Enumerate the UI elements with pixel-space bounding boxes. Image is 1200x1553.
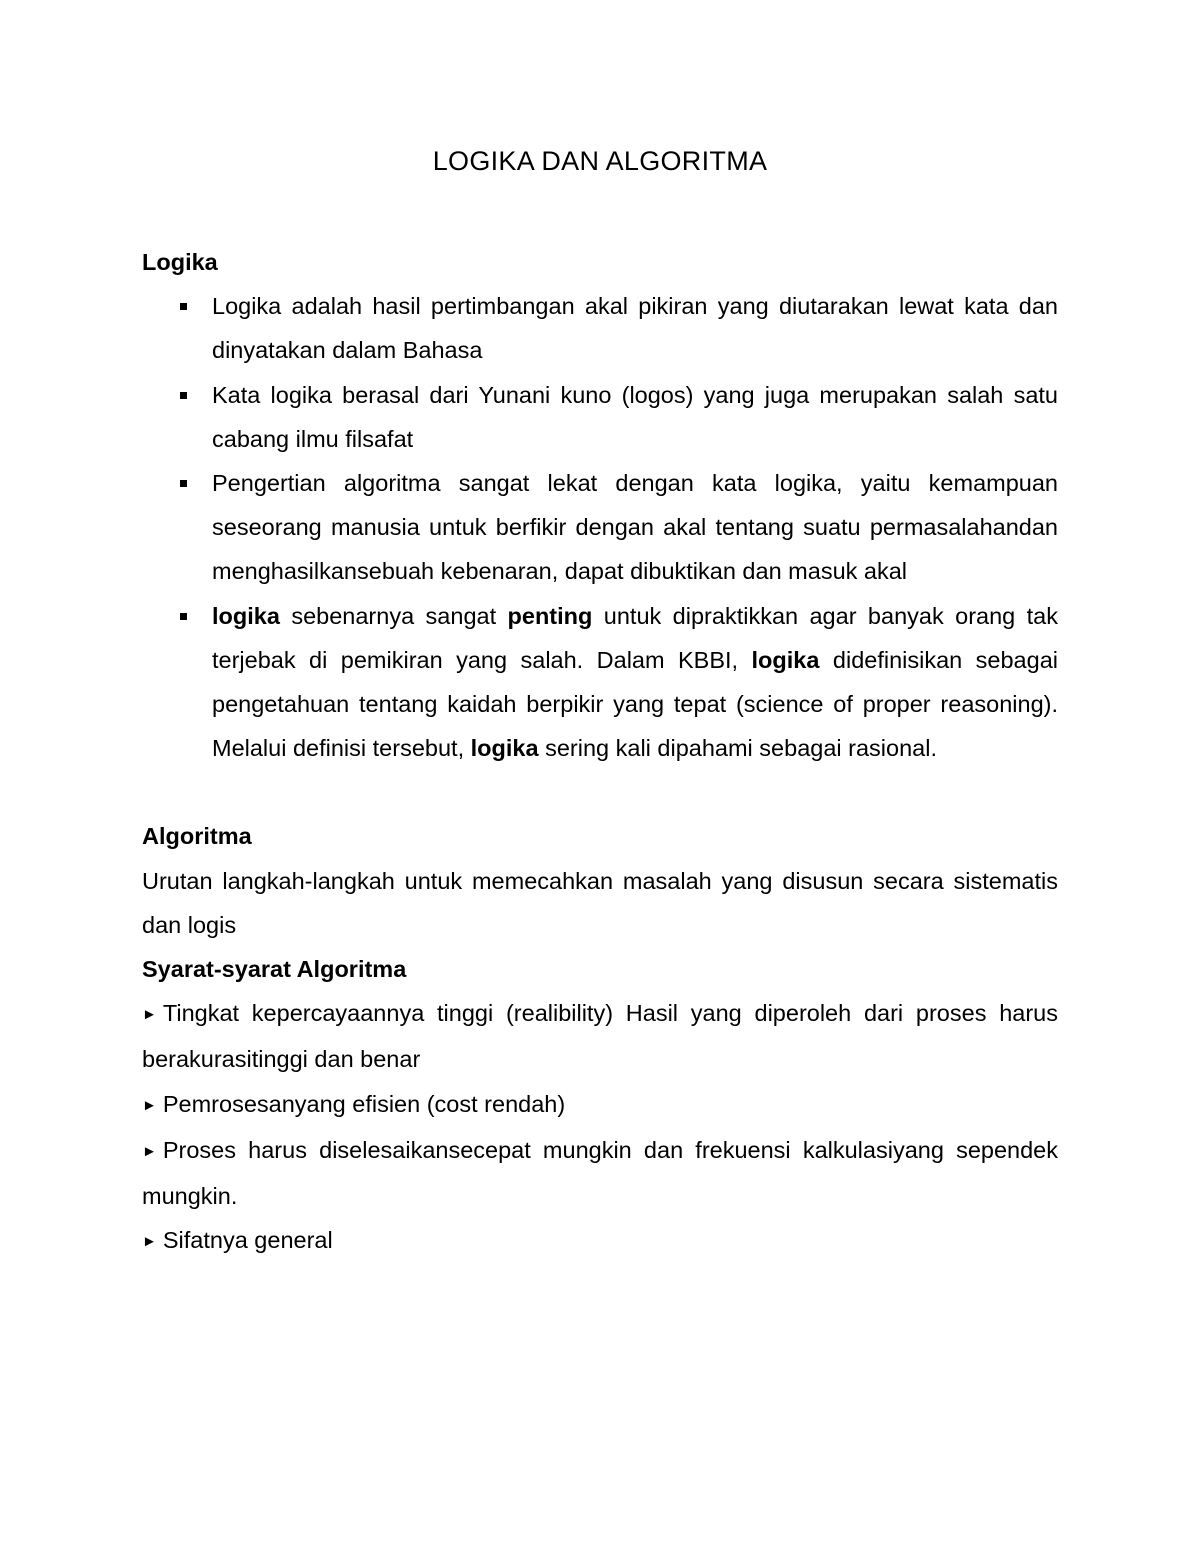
square-bullet-icon — [180, 613, 187, 620]
square-bullet-icon — [180, 303, 187, 310]
list-item-text: Kata logika berasal dari Yunani kuno (logos) yang juga merupakan salah satu cabang ilmu filsafat — [212, 381, 1058, 452]
bold-term: logika — [751, 646, 820, 673]
list-item-text: Logika adalah hasil pertimbangan akal pikiran yang diutarakan lewat kata dan dinyatakan dalam Bahasa — [212, 293, 1058, 364]
square-bullet-icon — [180, 480, 187, 487]
list-item-text: Pengertian algoritma sangat lekat dengan kata logika, yaitu kemampuan seseorang manusia untuk berfikir dengan akal tentang suatu permasalahandan menghasilkansebuah kebenaran, dapat dibuktikan dan masuk akal — [212, 470, 1058, 585]
list-item — [142, 373, 1058, 461]
list-item — [142, 991, 1058, 1081]
list-item — [142, 284, 1058, 372]
list-item-text: didefinisikan sebagai pengetahuan tentang kaidah berpikir yang tepat (science of proper reasoning). Melalui definisi tersebut, — [212, 646, 1058, 762]
triangle-bullet-icon: ► — [142, 1233, 157, 1251]
algoritma-definition: Urutan langkah-langkah untuk memecahkan masalah yang disusun secara sistematis dan logis — [142, 867, 1058, 938]
section-heading-logika: Logika — [142, 249, 218, 275]
list-item — [142, 594, 1058, 771]
document-body — [142, 240, 1058, 1264]
document-title: LOGIKA DAN ALGORITMA — [432, 146, 768, 176]
spacer — [142, 770, 1058, 814]
triangle-bullet-icon: ► — [142, 1142, 157, 1160]
list-item-text: Sifatnya general — [162, 1227, 333, 1254]
bold-term: penting — [507, 602, 593, 629]
square-bullet-icon — [180, 392, 187, 399]
list-item-text: sering kali dipahami sebagai rasional. — [538, 735, 937, 762]
list-item-text: Proses harus diselesaikansecepat mungkin dan frekuensi kalkulasiyang sependek mungkin. — [142, 1136, 1058, 1210]
list-item-text: Tingkat kepercayaannya tinggi (realibility) Hasil yang diperoleh dari proses harus berakurasitinggi dan benar — [142, 1000, 1058, 1073]
list-item-text: untuk dipraktikkan agar banyak orang tak terjebak di pemikiran yang salah. Dalam KBBI, — [212, 602, 1058, 673]
triangle-bullet-icon: ► — [142, 1006, 157, 1024]
list-item-text: Pemrosesanyang efisien (cost rendah) — [162, 1090, 566, 1117]
list-item — [142, 1082, 1058, 1128]
logika-bullet-list — [142, 284, 1058, 770]
section-heading-syarat: Syarat-syarat Algoritma — [142, 956, 407, 983]
bold-term: logika — [470, 735, 539, 762]
section-heading-algoritma: Algoritma — [142, 823, 252, 850]
bold-term: logika — [212, 602, 280, 629]
list-item-text: sebenarnya sangat — [279, 602, 508, 629]
list-item — [142, 1218, 1058, 1264]
list-item — [142, 461, 1058, 594]
list-item — [142, 1128, 1058, 1218]
triangle-bullet-icon: ► — [142, 1096, 157, 1114]
